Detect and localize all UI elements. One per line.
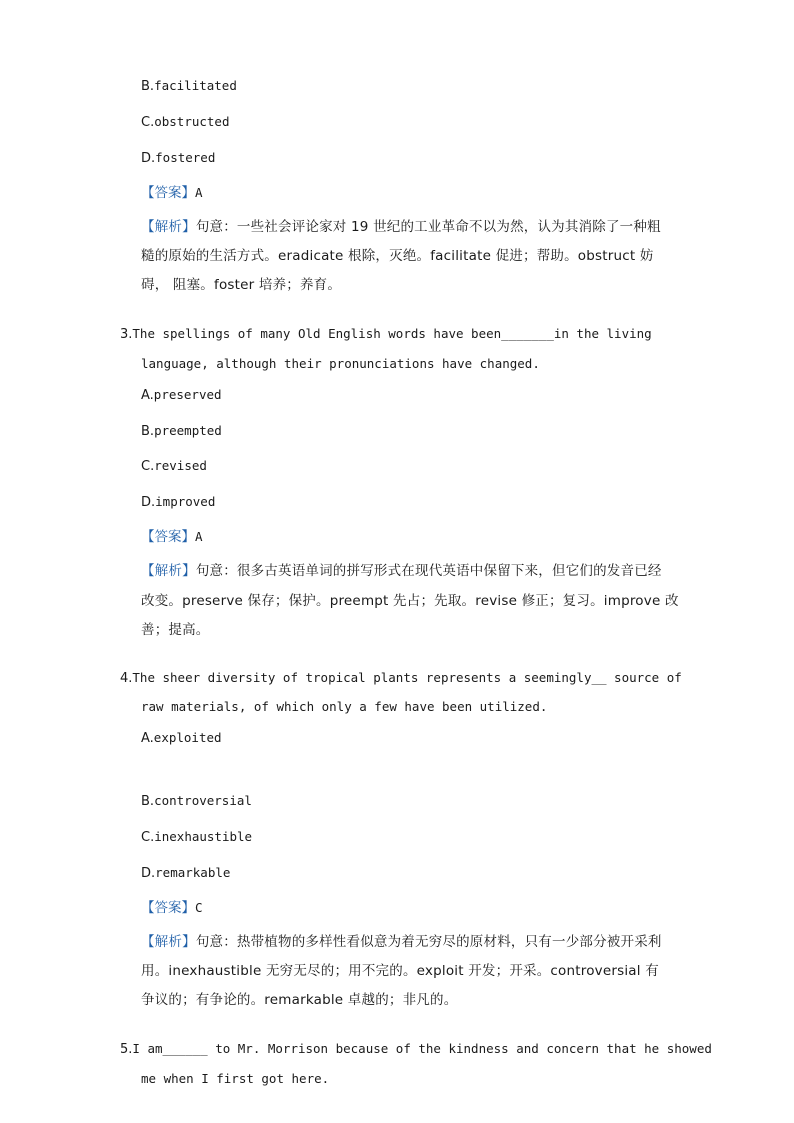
option-text: remarkable [155,865,231,880]
option-letter: C. [141,115,155,130]
option-letter: D. [141,866,156,881]
option-letter: A. [141,731,154,746]
explanation-text: 句意：热带植物的多样性看似意为着无穷尽的原材料，只有一少部分被开采利 [195,934,662,950]
q4-answer [141,896,203,916]
option-letter: A. [141,388,154,403]
q4-option-a [141,730,222,746]
question-text: The spellings of many Old English words have been_______in the living [132,326,652,341]
option-text: exploited [153,730,222,745]
option-text: obstructed [154,114,230,129]
option-text: revised [154,458,207,473]
q4-stem-line-1 [120,670,682,686]
q2-answer [141,181,203,201]
q5-stem-line-2: me when I first got here. [141,1071,330,1086]
q2-option-b [141,78,237,94]
option-text: fostered [155,150,216,165]
answer-value: A [195,529,203,544]
answer-tag: 【答案】 [141,900,195,916]
answer-tag: 【答案】 [141,185,195,201]
option-letter: D. [141,495,156,510]
q2-explanation-line-2: 糙的原始的生活方式。eradicate 根除，灭绝。facilitate 促进；帮助。obstruct 妨 [141,248,654,264]
question-number: 4. [120,671,133,686]
explanation-tag: 【解析】 [141,563,196,579]
q3-answer [141,525,203,545]
option-text: preserved [153,387,222,402]
q4-explanation-line-3: 争议的；有争论的。remarkable 卓越的；非凡的。 [141,992,458,1008]
option-letter: B. [141,79,155,94]
explanation-tag: 【解析】 [141,934,196,950]
explanation-tag: 【解析】 [141,219,196,235]
q2-option-d [141,150,215,166]
q4-option-c [141,829,252,845]
q3-option-d [141,494,215,510]
q3-stem-line-2: language, although their pronunciations have changed. [141,356,540,371]
q3-option-a [141,387,222,403]
q4-option-b [141,793,252,809]
q5-stem-line-1 [120,1041,712,1057]
q2-explanation-line-1 [141,215,661,235]
q3-option-b [141,423,222,439]
q3-stem-line-1 [120,326,652,342]
question-number: 3. [120,327,133,342]
q3-explanation-line-3: 善；提高。 [141,622,210,638]
question-text: The sheer diversity of tropical plants represents a seemingly__ source of [132,670,682,685]
q3-explanation-line-2: 改变。preserve 保存；保护。preempt 先占；先取。revise 修正；复习。improve 改 [141,593,679,609]
q4-stem-line-2: raw materials, of which only a few have been utilized. [141,699,548,714]
option-letter: C. [141,830,155,845]
option-letter: D. [141,151,156,166]
option-text: inexhaustible [154,829,253,844]
option-text: facilitated [154,78,237,93]
option-letter: B. [141,794,155,809]
q3-option-c [141,458,207,474]
q4-explanation-line-1 [141,930,662,950]
option-letter: C. [141,459,155,474]
q4-option-d [141,865,230,881]
question-number: 5. [120,1042,133,1057]
q2-explanation-line-3: 碍， 阻塞。foster 培养；养育。 [141,277,342,293]
option-text: preempted [154,423,222,438]
q3-explanation-line-1 [141,559,662,579]
answer-tag: 【答案】 [141,529,195,545]
explanation-text: 句意：一些社会评论家对 19 世纪的工业革命不以为然，认为其消除了一种粗 [195,219,661,235]
explanation-text: 句意：很多古英语单词的拼写形式在现代英语中保留下来，但它们的发音已经 [195,563,662,579]
question-text: I am______ to Mr. Morrison because of the kindness and concern that he showed [132,1041,712,1056]
answer-value: A [195,185,203,200]
option-letter: B. [141,424,155,439]
answer-value: C [195,900,203,915]
option-text: controversial [154,793,252,808]
option-text: improved [155,494,216,509]
q2-option-c [141,114,229,130]
q4-explanation-line-2: 用。inexhaustible 无穷无尽的；用不完的。exploit 开发；开采。controversial 有 [141,963,659,979]
